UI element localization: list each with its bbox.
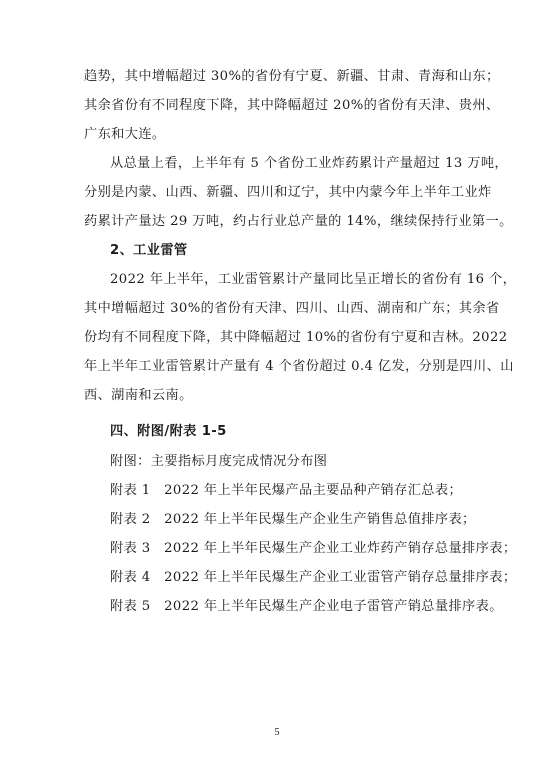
appendix-item: 附表 4 2022 年上半年民爆生产企业工业雷管产销存总量排序表； bbox=[110, 570, 517, 585]
paragraph-line: 药累计产量达 29 万吨，约占行业总产量的 14%，继续保持行业第一。 bbox=[84, 214, 513, 229]
paragraph-line: 趋势，其中增幅超过 30%的省份有宁夏、新疆、甘肃、青海和山东； bbox=[84, 69, 500, 84]
paragraph-line: 西、湖南和云南。 bbox=[84, 388, 193, 403]
appendix-item: 附图：主要指标月度完成情况分布图 bbox=[110, 454, 328, 469]
paragraph-line: 年上半年工业雷管累计产量有 4 个省份超过 0.4 亿发，分别是四川、山 bbox=[84, 359, 514, 374]
paragraph-line: 2022 年上半年，工业雷管累计产量同比呈正增长的省份有 16 个， bbox=[110, 272, 517, 287]
paragraph-line: 分别是内蒙、山西、新疆、四川和辽宁，其中内蒙今年上半年工业炸 bbox=[84, 185, 492, 200]
appendix-item: 附表 5 2022 年上半年民爆生产企业电子雷管产销总量排序表。 bbox=[110, 599, 503, 614]
appendix-item: 附表 1 2022 年上半年民爆产品主要品种产销存汇总表； bbox=[110, 483, 463, 498]
paragraph-line: 广东和大连。 bbox=[84, 127, 166, 142]
paragraph-line: 其余省份有不同程度下降，其中降幅超过 20%的省份有天津、贵州、 bbox=[84, 98, 500, 113]
section-heading: 2、工业雷管 bbox=[110, 243, 188, 258]
appendix-item: 附表 2 2022 年上半年民爆生产企业生产销售总值排序表； bbox=[110, 512, 476, 527]
section-heading: 四、附图/附表 1-5 bbox=[110, 424, 227, 439]
paragraph-line: 从总量上看，上半年有 5 个省份工业炸药累计产量超过 13 万吨， bbox=[110, 156, 509, 171]
paragraph-line: 其中增幅超过 30%的省份有天津、四川、山西、湖南和广东；其余省 bbox=[84, 301, 500, 316]
appendix-item: 附表 3 2022 年上半年民爆生产企业工业炸药产销存总量排序表； bbox=[110, 541, 517, 556]
page-number: 5 bbox=[274, 727, 280, 738]
paragraph-line: 份均有不同程度下降，其中降幅超过 10%的省份有宁夏和吉林。2022 bbox=[84, 330, 508, 345]
